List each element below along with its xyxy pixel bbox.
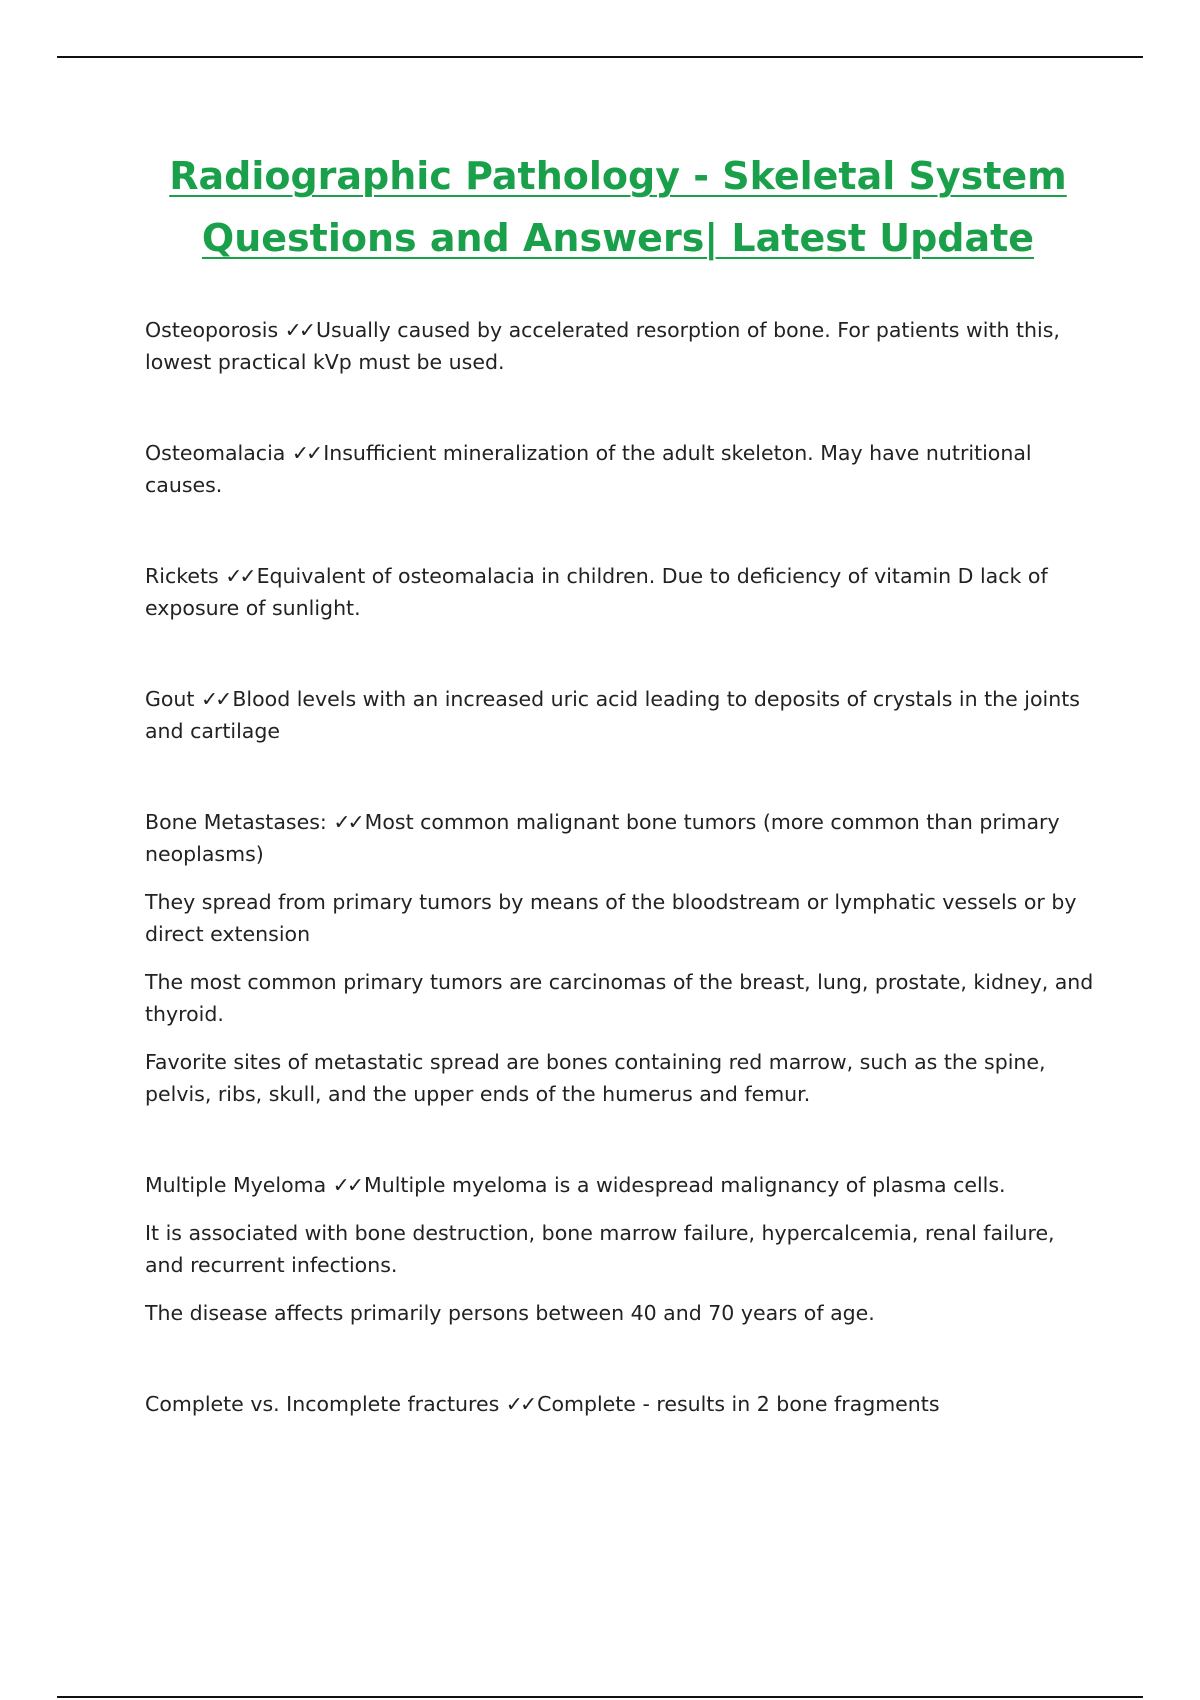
qa-answer-first: [145, 314, 1095, 378]
qa-term: Osteomalacia: [145, 441, 292, 465]
qa-answer-text: They spread from primary tumors by means of the bloodstream or lymphatic vessels or by direct extension: [145, 890, 1077, 946]
qa-answer-text: Most common malignant bone tumors (more common than primary neoplasms): [145, 810, 1060, 866]
qa-answer-continued: [145, 886, 1095, 950]
check-mark-icon: ✓✓: [333, 810, 362, 834]
qa-answer-first: [145, 560, 1095, 624]
qa-answer-text: It is associated with bone destruction, bone marrow failure, hypercalcemia, renal failure, and recurrent infections.: [145, 1221, 1055, 1277]
qa-answer-first: [145, 1169, 1095, 1201]
check-mark-icon: ✓✓: [291, 441, 321, 465]
check-mark-icon: ✓✓: [284, 318, 314, 342]
qa-list: [145, 314, 1095, 1420]
qa-term: Osteoporosis: [145, 318, 285, 342]
qa-entry: [145, 1388, 1095, 1420]
qa-entry: [145, 1169, 1095, 1329]
check-mark-icon: ✓✓: [332, 1173, 362, 1197]
qa-answer-text: Usually caused by accelerated resorption of bone. For patients with this, lowest practical kVp must be used.: [145, 318, 1060, 374]
qa-answer-text: Complete - results in 2 bone fragments: [537, 1392, 940, 1416]
qa-answer-continued: [145, 1046, 1095, 1110]
qa-term: Multiple Myeloma: [145, 1173, 333, 1197]
qa-answer-first: [145, 1388, 1095, 1420]
document-title: [120, 145, 1116, 269]
qa-entry: [145, 683, 1095, 747]
qa-entry: [145, 437, 1095, 501]
title-line-2: Questions and Answers| Latest Update: [201, 216, 1035, 260]
qa-term: Bone Metastases:: [145, 810, 334, 834]
qa-answer-continued: [145, 966, 1095, 1030]
qa-term: Rickets: [145, 564, 226, 588]
qa-entry: [145, 806, 1095, 1110]
qa-answer-continued: [145, 1297, 1095, 1329]
qa-entry: [145, 314, 1095, 378]
qa-answer-text: Blood levels with an increased uric acid leading to deposits of crystals in the joints and cartilage: [145, 687, 1080, 743]
qa-term: Gout: [145, 687, 201, 711]
qa-answer-text: Favorite sites of metastatic spread are bones containing red marrow, such as the spine, pelvis, ribs, skull, and the upper ends of the humerus and femur.: [145, 1050, 1046, 1106]
qa-answer-text: The most common primary tumors are carcinomas of the breast, lung, prostate, kidney, and thyroid.: [145, 970, 1094, 1026]
qa-answer-first: [145, 437, 1095, 501]
title-line-1: Radiographic Pathology - Skeletal System: [169, 154, 1067, 198]
qa-answer-first: [145, 806, 1095, 870]
bottom-rule: [57, 1696, 1143, 1698]
check-mark-icon: ✓✓: [225, 564, 254, 588]
check-mark-icon: ✓✓: [505, 1392, 535, 1416]
qa-answer-text: Equivalent of osteomalacia in children. Due to deficiency of vitamin D lack of exposure of sunlight.: [145, 564, 1048, 620]
qa-answer-first: [145, 683, 1095, 747]
qa-answer-text: The disease affects primarily persons between 40 and 70 years of age.: [145, 1301, 875, 1325]
check-mark-icon: ✓✓: [200, 687, 230, 711]
qa-answer-text: Insufficient mineralization of the adult skeleton. May have nutritional causes.: [145, 441, 1032, 497]
qa-term: Complete vs. Incomplete fractures: [145, 1392, 506, 1416]
qa-answer-continued: [145, 1217, 1095, 1281]
top-rule: [57, 56, 1143, 58]
qa-entry: [145, 560, 1095, 624]
qa-answer-text: Multiple myeloma is a widespread malignancy of plasma cells.: [364, 1173, 1006, 1197]
